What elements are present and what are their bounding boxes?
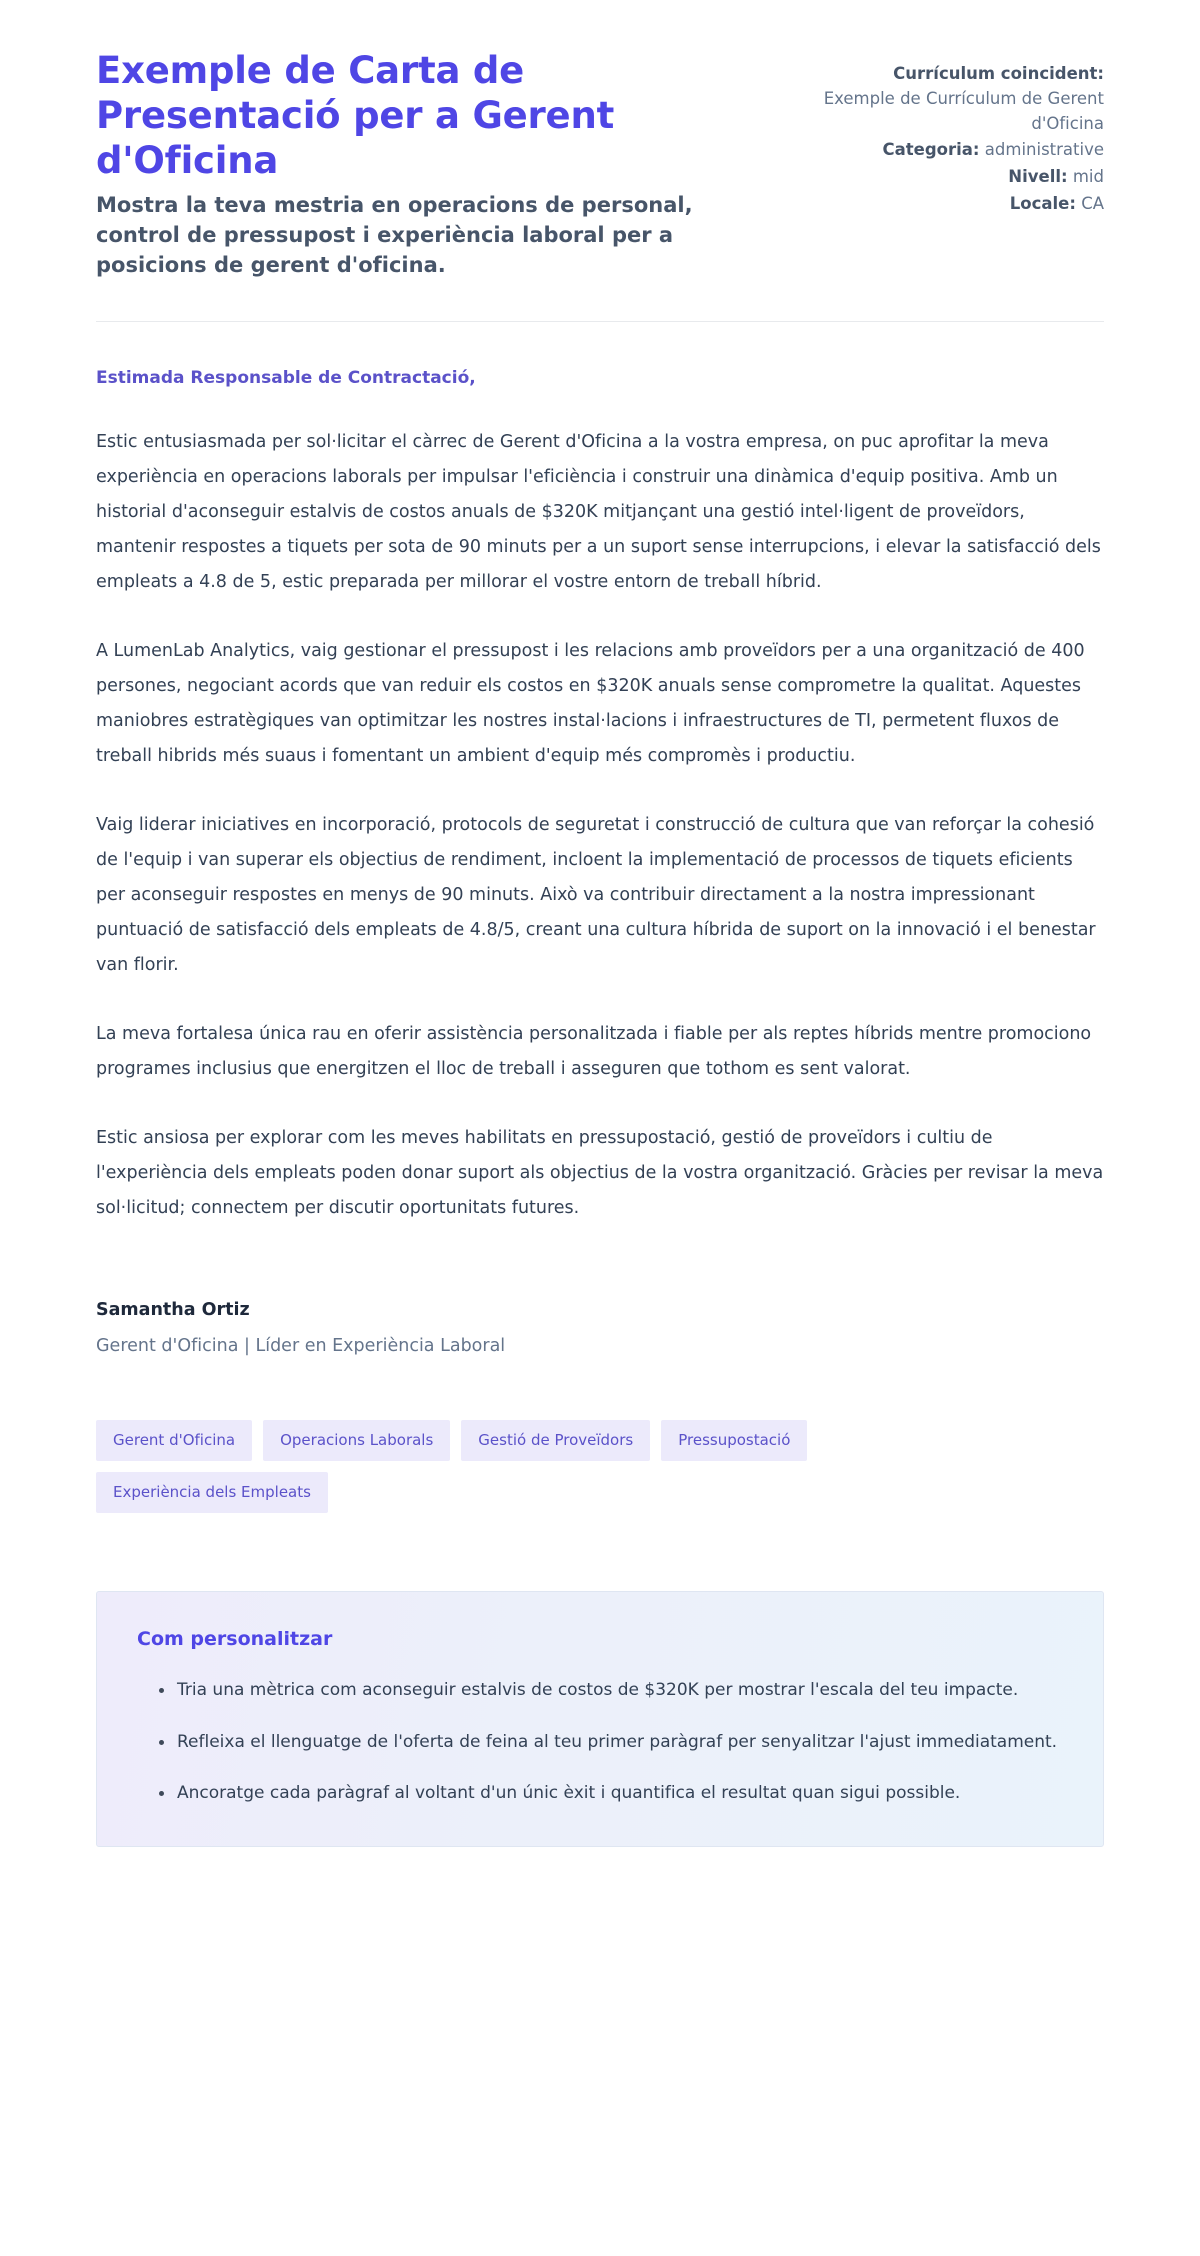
callout-tip-item: Refleixa el llenguatge de l'oferta de feina al teu primer paràgraf per senyalitzar l'ajust immediatament. (159, 1726, 1063, 1759)
signature-role: Gerent d'Oficina | Líder en Experiència Laboral (96, 1336, 506, 1357)
page-subtitle: Mostra la teva mestria en operacions de personal, control de pressupost i experiència laboral per a posicions de gerent d'oficina. (96, 193, 693, 277)
skill-tag-list (96, 1362, 896, 1513)
letter-paragraph: A LumenLab Analytics, vaig gestionar el pressupost i les relacions amb proveïdors per a una organització de 400 persones, negociant acords que van reduir els costos en $320K anuals sense comprometre la qualitat. Aquestes maniobres estratègiques van optimitzar les nostres instal·lacions i infraestructures de TI, permetent fluxos de treball hibrids més suaus i fomentant un ambient d'equip més compromès i productiu. (96, 641, 1085, 767)
page-header (96, 0, 1104, 281)
skill-tag[interactable]: Experiència dels Empleats (96, 1472, 328, 1513)
callout-tip-list (137, 1674, 1063, 1809)
meta-locale (776, 192, 1104, 217)
skill-tag[interactable]: Operacions Laborals (263, 1420, 450, 1461)
letter-salutation: Estimada Responsable de Contractació, (96, 367, 476, 388)
meta-locale-value: CA (1081, 193, 1104, 213)
letter-paragraph: Estic ansiosa per explorar com les meves habilitats en pressupostació, gestió de proveïdors i cultiu de l'experiència dels empleats poden donar suport als objectius de la vostra organització. Gràcies per revisar la meva sol·licitud; connectem per discutir oportunitats futures. (96, 1128, 1104, 1219)
signature-name: Samantha Ortiz (96, 1300, 250, 1321)
meta-matching-resume-label: Currículum coincident: (893, 64, 1104, 83)
meta-locale-label: Locale: (1009, 193, 1076, 213)
meta-level (776, 165, 1104, 190)
page-title: Exemple de Carta de Presentació per a Gerent d'Oficina (96, 49, 615, 183)
meta-level-label: Nivell: (1008, 167, 1068, 186)
callout-title: Com personalitzar (137, 1627, 333, 1650)
skill-tag[interactable]: Gestió de Proveïdors (461, 1420, 650, 1461)
header-title-block (96, 48, 736, 281)
meta-category-value: administrative (984, 140, 1104, 160)
meta-category-label: Categoria: (882, 140, 980, 160)
meta-level-value: mid (1072, 167, 1104, 186)
meta-matching-resume-value: Exemple de Currículum de Gerent d'Oficina (823, 88, 1104, 133)
callout-tip-item: Tria una mètrica com aconseguir estalvis de costos de $320K per mostrar l'escala del teu impacte. (159, 1674, 1063, 1707)
letter-paragraph: La meva fortalesa única rau en oferir assistència personalitzada i fiable per als reptes híbrids mentre promociono programes inclusius que energitzen el lloc de treball i asseguren que tothom es sent valorat. (96, 1024, 1092, 1080)
how-to-customize-callout (96, 1591, 1104, 1847)
meta-matching-resume (776, 62, 1104, 136)
letter-paragraph: Estic entusiasmada per sol·licitar el càrrec de Gerent d'Oficina a la vostra empresa, on puc aprofitar la meva experiència en operacions laborals per impulsar l'eficiència i construir una dinàmica d'equip positiva. Amb un historial d'aconseguir estalvis de costos anuals de $320K mitjançant una gestió intel·ligent de proveïdors, mantenir respostes a tiquets per sota de 90 minuts per a un suport sense interrupcions, i elevar la satisfacció dels empleats a 4.8 de 5, estic preparada per millorar el vostre entorn de treball híbrid. (96, 432, 1101, 593)
letter-body (96, 322, 1104, 1227)
skill-tag[interactable]: Pressupostació (661, 1420, 807, 1461)
callout-tip-item: Ancoratge cada paràgraf al voltant d'un únic èxit i quantifica el resultat quan sigui possible. (159, 1777, 1063, 1810)
skill-tag[interactable]: Gerent d'Oficina (96, 1420, 252, 1461)
signature-block (96, 1260, 1104, 1362)
meta-category (776, 138, 1104, 163)
document-metadata (776, 48, 1104, 219)
letter-paragraph: Vaig liderar iniciatives en incorporació, protocols de seguretat i construcció de cultura que van reforçar la cohesió de l'equip i van superar els objectius de rendiment, incloent la implementació de processos de tiquets eficients per aconseguir respostes en menys de 90 minuts. Això va contribuir directament a la nostra impressionant puntuació de satisfacció dels empleats de 4.8/5, creant una cultura híbrida de suport on la innovació i el benestar van florir. (96, 815, 1096, 976)
